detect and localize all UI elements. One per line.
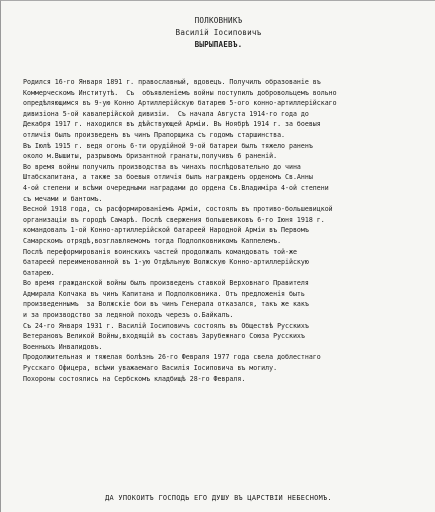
body-line: Родился 16-го Января 1891 г. православный, вдовецъ. Получилъ образованiе въ — [23, 78, 321, 86]
body-line: батарею. — [23, 268, 55, 277]
body-line: Продолжительная и тяжелая болѣзнь 26-го Февраля 1977 года свела доблестнаго — [23, 353, 321, 362]
body-line: батареей переименованной въ 1-ую Отдѣльную Волжскую Конно-артиллерiйскую — [23, 258, 309, 267]
body-line: 4-ой степени и всѣми очередными наградами до ордена Св.Владимiра 4-ой степени — [23, 183, 329, 192]
body-line: Во время гражданской войны былъ произведенъ ставкой Верховнаго Правителя — [23, 279, 309, 288]
closing-prayer: ДА УПОКОИТЪ ГОСПОДЬ ЕГО ДУШУ ВЪ ЦАРСТВIИ НЕБЕСНОМЪ. — [105, 494, 332, 502]
body-line: Весной 1918 года, съ расформированiемъ Армiи, состоялъ въ противо-большевицкой — [23, 205, 333, 214]
body-line: съ мечами и бантомъ. — [23, 194, 103, 203]
body-line: Русскаго Офицера, всѣми уважаемаго Василiя Iосиповича въ могилу. — [23, 364, 278, 373]
body-line: Коммерческомъ Институтѣ. Съ объявленiемъ войны поступилъ добровольцемъ вольно — [23, 88, 337, 97]
body-line: Съ 24-го Января 1931 г. Василiй Iосиповичъ состоялъ въ Обществѣ Русскихъ — [23, 321, 309, 330]
rank-heading: ПОЛКОВНИКЪ — [194, 16, 243, 25]
body-line: Послѣ переформированiя воинскихъ частей продолжалъ командовать той-же — [23, 247, 297, 256]
body-line: Въ Iюлѣ 1915 г. ведя огонь 6-ти орудiйной 9-ой батареи былъ тяжело раненъ — [23, 141, 313, 150]
body-line: командовалъ 1-ой Конно-артиллерiйской батареей Народной Армiи въ Первомъ — [23, 226, 309, 235]
body-line: Ветерановъ Великой Войны,входящiй въ составъ Зарубежнаго Союза Русскихъ — [23, 332, 305, 341]
document-header — [1, 15, 435, 51]
body-line: организацiи въ городѣ Самарѣ. Послѣ свержения большевиковъ 6-го Iюня 1918 г. — [23, 215, 325, 224]
body-line: опредѣляющимся въ 9-ую Конно Артиллерiйскую батарею 5-ого конно-артиллерiйскаго — [23, 99, 337, 108]
body-line: Декабря 1917 г. находился въ дѣйствующей Армiи. Въ Ноябрѣ 1914 г. за боевыя — [23, 120, 321, 129]
body-line: Похороны состоялись на Сербскомъ кладбищѣ 28-го Февраля. — [23, 374, 246, 383]
document-body — [23, 77, 427, 384]
body-line: дивизiона 5-ой кавалерiйской дивизiи. Съ начала Августа 1914-го года до — [23, 109, 309, 118]
body-line: Военныхъ Инвалидовъ. — [23, 342, 103, 351]
body-line: около м.Вышиты, разрывомъ бризантной гранаты,получивъ 6 раненiй. — [23, 152, 278, 161]
body-line: Самарскомъ отрядѣ,возглавляемомъ тогда Подполковникомъ Каппелемъ. — [23, 236, 282, 245]
body-line: Штабскапитана, а также за боевыя отличiя былъ награжденъ орденомъ Св.Анны — [23, 173, 313, 182]
body-line: отличiя былъ произведенъ въ чинъ Прапорщика съ годомъ старшинства. — [23, 130, 286, 139]
body-line: Во время войны получилъ производства въ чинахъ послѣдовательно до чина — [23, 162, 301, 171]
body-line: и за производство за ледяной походъ черезъ о.Байкалъ. — [23, 311, 234, 320]
body-line: произведеннымъ за Волжскiе бои въ чинъ Генерала отказался, такъ же какъ — [23, 300, 309, 309]
surname-heading: ВЫРЫПАЕВЪ. — [194, 40, 243, 49]
first-names-heading: Василiй Iосиповичъ — [175, 28, 262, 37]
body-line: Адмирала Колчака въ чинъ Капитана и Подполковника. Отъ предложенiя быть — [23, 289, 305, 298]
